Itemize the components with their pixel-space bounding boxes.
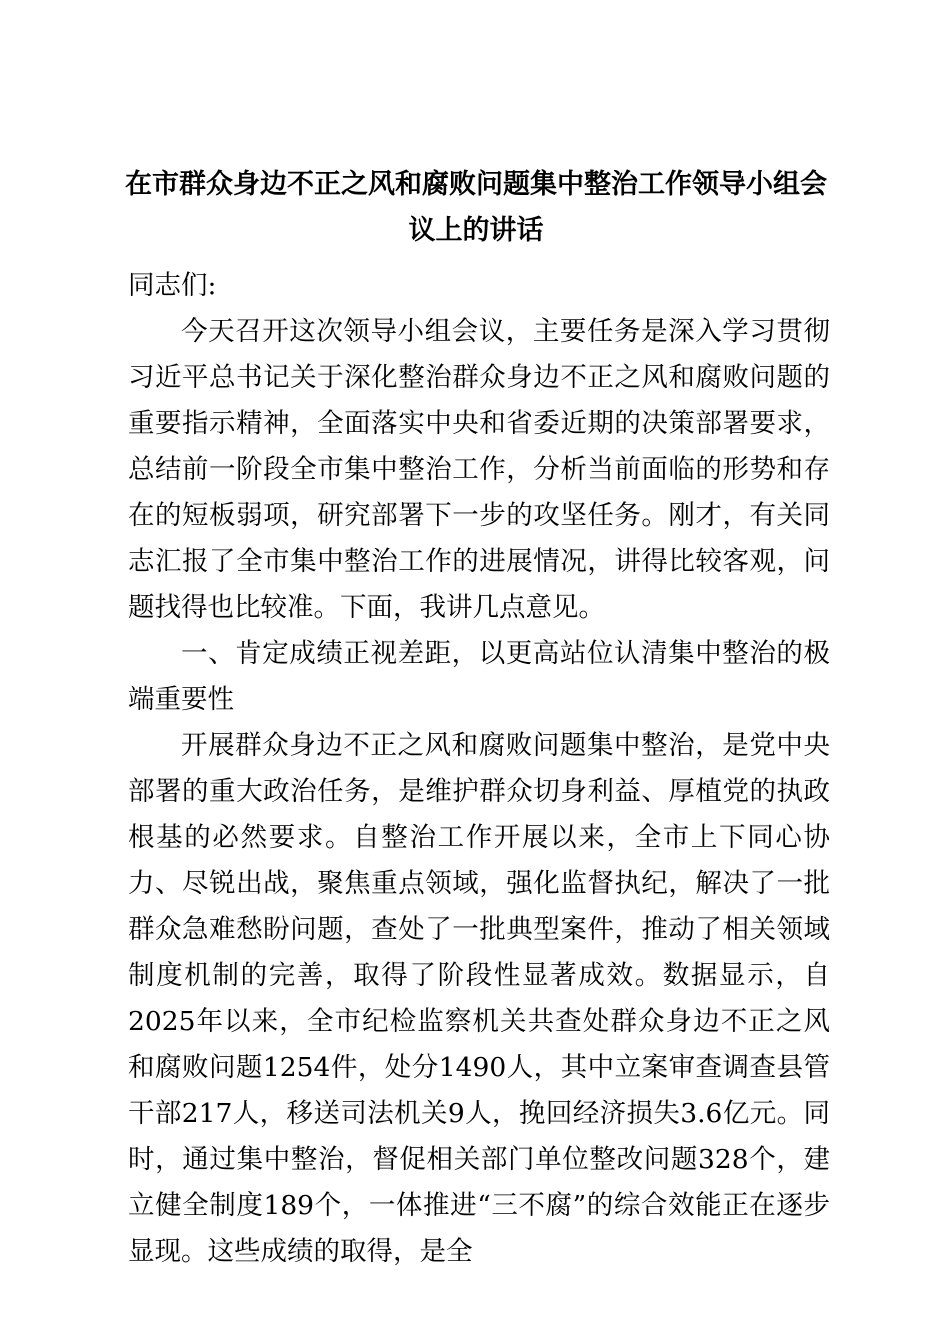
document-body [128, 263, 830, 1275]
document-title: 在市群众身边不正之风和腐败问题集中整治工作领导小组会议上的讲话 [125, 169, 827, 246]
section-heading-1: 一、肯定成绩正视差距，以更高站位认清集中整治的极端重要性 [128, 638, 830, 715]
paragraph-intro: 今天召开这次领导小组会议，主要任务是深入学习贯彻习近平总书记关于深化整治群众身边不正之风和腐败问题的重要指示精神，全面落实中央和省委近期的决策部署要求，总结前一阶段全市集中整治工作，分析当前面临的形势和存在的短板弱项，研究部署下一步的攻坚任务。刚才，有关同志汇报了全市集中整治工作的进展情况，讲得比较客观，问题找得也比较准。下面，我讲几点意见。 [128, 316, 830, 623]
paragraph-achievements: 开展群众身边不正之风和腐败问题集中整治，是党中央部署的重大政治任务，是维护群众切身利益、厚植党的执政根基的必然要求。自整治工作开展以来，全市上下同心协力、尽锐出战，聚焦重点领域，强化监督执纪，解决了一批群众急难愁盼问题，查处了一批典型案件，推动了相关领域制度机制的完善，取得了阶段性显著成效。数据显示，自2025年以来，全市纪检监察机关共查处群众身边不正之风和腐败问题1254件，处分1490人，其中立案审查调查县管干部217人，移送司法机关9人，挽回经济损失3.6亿元。同时，通过集中整治，督促相关部门单位整改问题328个，建立健全制度189个，一体推进“三不腐”的综合效能正在逐步显现。这些成绩的取得，是全 [128, 730, 830, 1267]
salutation: 同志们: [128, 270, 217, 301]
